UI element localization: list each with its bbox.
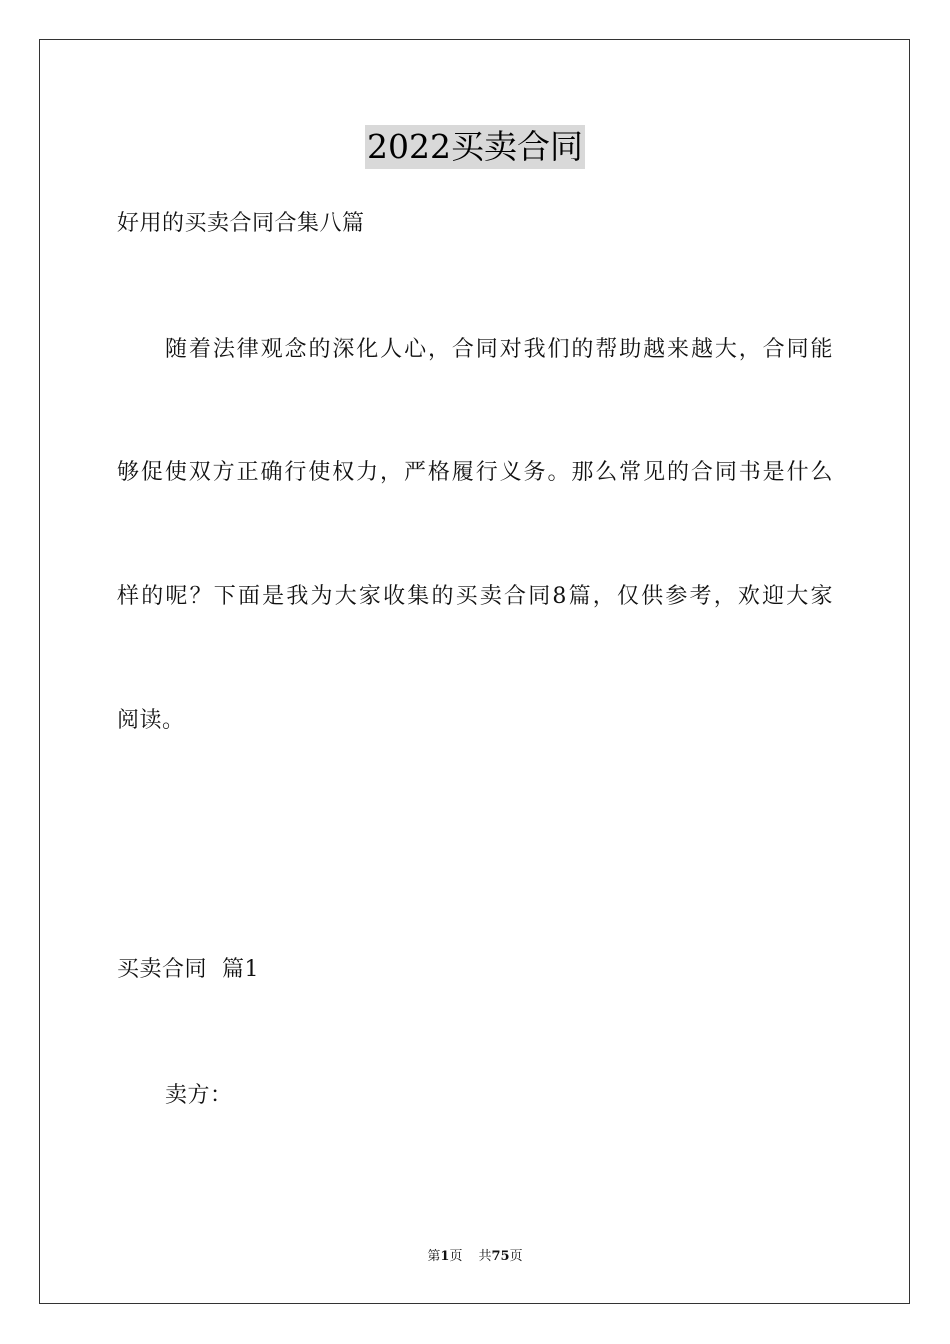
page-number: 1 (440, 1249, 450, 1264)
page-prefix: 第 (427, 1249, 441, 1264)
page-suffix: 页 (449, 1249, 463, 1264)
page-footer (0, 1248, 950, 1266)
document-subtitle: 好用的买卖合同合集八篇 (117, 211, 365, 236)
title-container (0, 125, 950, 169)
intro-line-2: 够促使双方正确行使权力，严格履行义务。那么常见的合同书是什么 (117, 460, 833, 485)
intro-line-4: 阅读。 (117, 708, 185, 733)
total-pages: 75 (491, 1249, 510, 1264)
section-heading: 买卖合同 篇1 (117, 957, 259, 982)
total-suffix: 页 (509, 1249, 523, 1264)
document-title: 2022买卖合同 (365, 125, 585, 169)
intro-line-3: 样的呢？下面是我为大家收集的买卖合同8篇，仅供参考，欢迎大家 (117, 584, 833, 609)
seller-label: 卖方： (165, 1083, 233, 1108)
intro-line-1: 随着法律观念的深化人心，合同对我们的帮助越来越大，合同能 (165, 337, 833, 362)
total-prefix: 共 (478, 1249, 492, 1264)
